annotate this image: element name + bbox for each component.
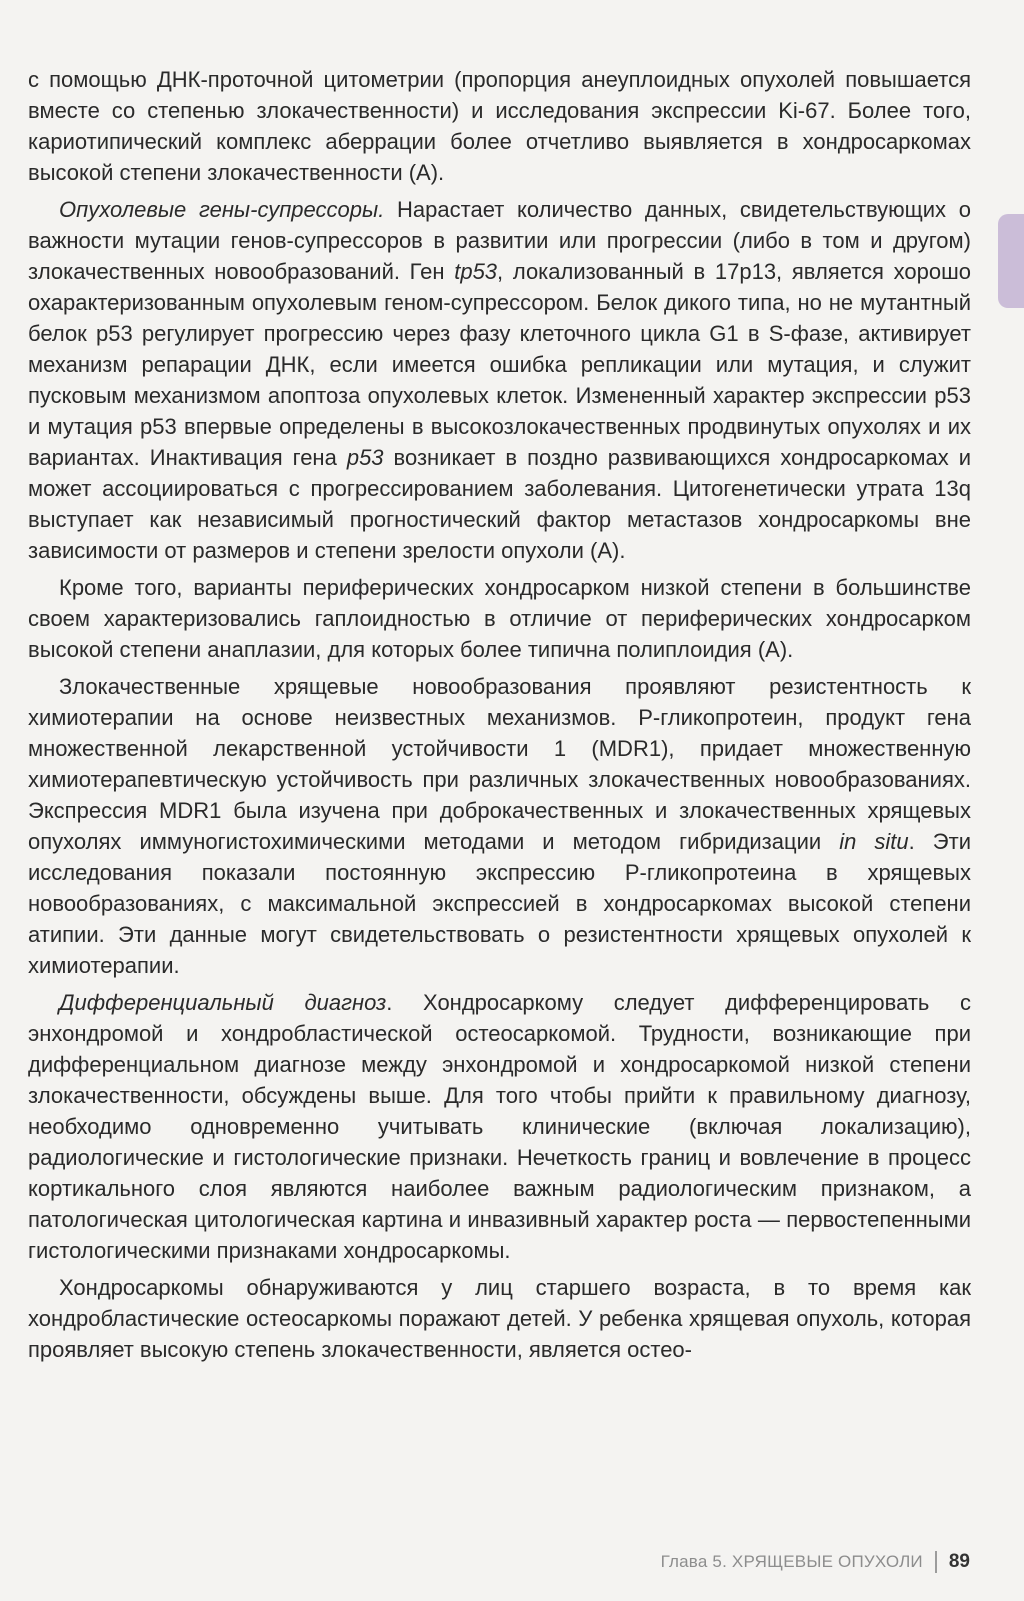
paragraph-4-text-b: . Эти исследования показали постоянную экспрессию Р-гликопротеина в хрящевых новообразованиях, с максимальной экспрессией в хондросаркомах высокой степени атипии. Эти данные могут свидетельствовать о резистентности хрящевых опухолей к химиотерапии.	[28, 829, 971, 978]
paragraph-4	[28, 671, 971, 981]
chapter-tab-marker	[998, 214, 1024, 308]
page-number: 89	[948, 1551, 970, 1572]
footer-divider	[935, 1551, 937, 1573]
paragraph-2-text-a: Нарастает количество данных, свидетельствующих о важности мутации генов-супрессоров в развитии или прогрессии (либо в том и другом) злокачественных новообразований. Ген	[28, 197, 971, 284]
paragraph-3-text: Кроме того, варианты периферических хондросарком низкой степени в большинстве своем характеризовались гаплоидностью в отличие от периферических хондросарком высокой степени анаплазии, для которых более типична полиплоидия (А).	[28, 575, 971, 662]
paragraph-6-text: Хондросаркомы обнаруживаются у лиц старшего возраста, в то время как хондробластические остеосаркомы поражают детей. У ребенка хрящевая опухоль, которая проявляет высокую степень злокачественности, является остео-	[28, 1275, 971, 1362]
paragraph-1-text: с помощью ДНК-проточной цитометрии (пропорция анеуплоидных опухолей повышается вместе со степенью злокачественности) и исследования экспрессии Ki-67. Более того, кариотипический комплекс аберрации более отчетливо выявляется в хондросаркомах высокой степени злокачественности (А).	[28, 67, 971, 185]
page-footer	[661, 1551, 970, 1573]
paragraph-6	[28, 1272, 971, 1365]
gene-name-tp53: tp53	[454, 259, 498, 284]
paragraph-5	[28, 987, 971, 1266]
gene-name-p53: p53	[346, 445, 384, 470]
tumor-suppressor-heading: Опухолевые гены-супрессоры.	[59, 197, 385, 222]
paragraph-2-text-c: возникает в поздно развивающихся хондросаркомах и может ассоциироваться с прогрессированием заболевания. Цитогенетически утрата 13q выступает как независимый прогностический фактор метастазов хондросаркомы вне зависимости от размеров и степени зрелости опухоли (А).	[28, 445, 971, 563]
paragraph-3	[28, 572, 971, 665]
paragraph-2-text-b: , локализованный в 17p13, является хорошо охарактеризованным опухолевым геном-супрессором. Белок дикого типа, но не мутантный белок p53 регулирует прогрессию через фазу клеточного цикла G1 в S-фазе, активирует механизм репарации ДНК, если имеется ошибка репликации или мутация, и служит пусковым механизмом апоптоза опухолевых клеток. Измененный характер экспрессии p53 и мутация p53 впервые определены в высокозлокачественных продвинутых опухолях и их вариантах. Инактивация гена	[28, 259, 971, 470]
paragraph-1	[28, 64, 971, 188]
in-situ-term: in situ	[839, 829, 909, 854]
paragraph-4-text-a: Злокачественные хрящевые новообразования проявляют резистентность к химиотерапии на основе неизвестных механизмов. Р-гликопротеин, продукт гена множественной лекарственной устойчивости 1 (MDR1), придает множественную химиотерапевтическую устойчивость при различных злокачественных новообразованиях. Экспрессия MDR1 была изучена при доброкачественных и злокачественных хрящевых опухолях иммуногистохимическими методами и методом гибридизации	[28, 674, 971, 854]
differential-diagnosis-heading: Дифференциальный диагноз	[59, 990, 387, 1015]
paragraph-2	[28, 194, 971, 566]
page-body	[28, 64, 971, 1371]
footer-chapter-title: Глава 5. ХРЯЩЕВЫЕ ОПУХОЛИ	[660, 1552, 923, 1571]
paragraph-5-text: . Хондросаркому следует дифференцировать с энхондромой и хондробластической остеосаркомой. Трудности, возникающие при дифференциальном диагнозе между энхондромой и хондросаркомой низкой степени злокачественности, обсуждены выше. Для того чтобы прийти к правильному диагнозу, необходимо одновременно учитывать клинические (включая локализацию), радиологические и гистологические признаки. Нечеткость границ и вовлечение в процесс кортикального слоя являются наиболее важным радиологическим признаком, а патологическая цитологическая картина и инвазивный характер роста — первостепенными гистологическими признаками хондросаркомы.	[28, 990, 971, 1263]
